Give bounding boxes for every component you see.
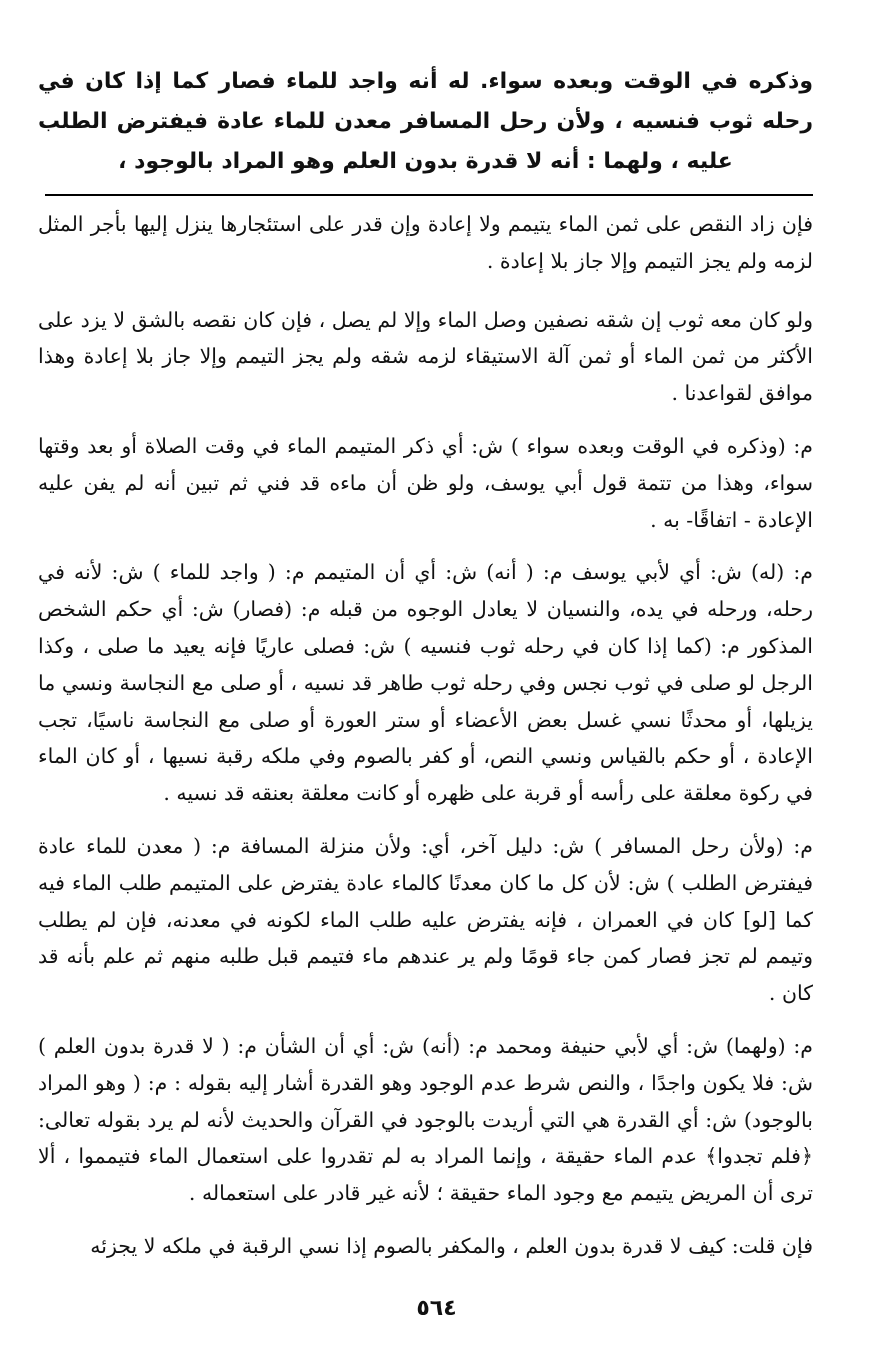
commentary-paragraph: فإن قلت: كيف لا قدرة بدون العلم ، والمكفر بالصوم إذا نسي الرقبة في ملكه لا يجزئه bbox=[90, 1233, 813, 1258]
commentary-paragraph: م: (ولهما) ش: أي لأبي حنيفة ومحمد م: (أنه) ش: أي أن الشأن م: ( لا قدرة بدون العلم ) ش: فلا يكون واجدًا ، والنص شرط عدم الوجود وهو القدرة أشار إليه بقوله : م: ( وهو المراد بالوجود) ش: أي القدرة هي التي أريدت بالوجود في القرآن والحديث لأنه لم يرد بقوله تعالى: ﴿فلم تجدوا﴾ عدم الماء حقيقة ، وإنما المراد به لم تقدروا على استعمال الماء فتيمموا ، ألا ترى أن المريض يتيمم مع وجود الماء حقيقة ؛ لأنه غير قادر على استعماله . bbox=[38, 1033, 813, 1206]
commentary-paragraph: م: (ولأن رحل المسافر ) ش: دليل آخر، أي: ولأن منزلة المسافة م: ( معدن للماء عادة فيفترض الطلب ) ش: لأن كل ما كان معدنًا كالماء عادة يفترض على المتيمم طلب الماء فيه كما [لو] كان في العمران ، فإنه يفترض عليه طلب الماء لكونه في معدنه، فإن لم يطلب وتيمم لم تجز فصار كمن جاء قومًا ولم ير عندهم ماء فتيمم قبل طلبه منهم ثم علم بأنه قد كان . bbox=[38, 833, 813, 1006]
commentary-paragraph: ولو كان معه ثوب إن شقه نصفين وصل الماء وإلا لم يصل ، فإن كان نقصه بالشق لا يزد على الأكثر من ثمن الماء أو ثمن آلة الاستيقاء لزمه شقه ولم يجز التيمم وإلا جاز بلا إعادة وهذا موافق لقواعدنا . bbox=[38, 307, 813, 406]
page-number: ٥٦٤ bbox=[416, 1296, 457, 1321]
separator-line bbox=[45, 194, 813, 196]
main-text: وذكره في الوقت وبعده سواء. له أنه واجد للماء فصار كما إذا كان في رحله ثوب فنسيه ، ولأن رحل المسافر معدن للماء عادة فيفترض الطلب عليه ، ولهما : أنه لا قدرة بدون العلم وهو المراد بالوجود ، bbox=[38, 69, 813, 174]
commentary-paragraph: م: (وذكره في الوقت وبعده سواء ) ش: أي ذكر المتيمم الماء في وقت الصلاة أو بعد وقتها سواء، وهذا من تتمة قول أبي يوسف، ولو ظن أن ماءه قد فني ثم تبين أنه لم يفن عليه الإعادة - اتفاقًا- به . bbox=[38, 433, 813, 532]
commentary-paragraph: فإن زاد النقص على ثمن الماء يتيمم ولا إعادة وإن قدر على استئجارها ينزل إليها بأجر المثل لزمه ولم يجز التيمم وإلا جاز بلا إعادة . bbox=[38, 212, 813, 273]
commentary-paragraph: م: (له) ش: أي لأبي يوسف م: ( أنه) ش: أي أن المتيمم م: ( واجد للماء ) ش: لأنه في رحله، ورحله في يده، والنسيان لا يعادل الوجوه من قبله م: (فصار) ش: أي حكم الشخص المذكور م: (كما إذا كان في رحله ثوب فنسيه ) ش: فصلى عاريًا فإنه يعيد ما صلى ، وكذا الرجل لو صلى في ثوب نجس وفي رحله ثوب طاهر قد نسيه ، أو صلى مع النجاسة ونسي ما يزيلها، أو محدثًا نسي غسل بعض الأعضاء أو ستر العورة أو صلى مع النجاسة ناسيًا، تجب الإعادة ، أو حكم بالقياس ونسي النص، أو كفر بالصوم وفي ملكه رقبة نسيها ، أو كان الماء في ركوة معلقة على رأسه أو قربة على ظهره أو كانت معلقة بعنقه قد نسيه . bbox=[38, 560, 813, 806]
